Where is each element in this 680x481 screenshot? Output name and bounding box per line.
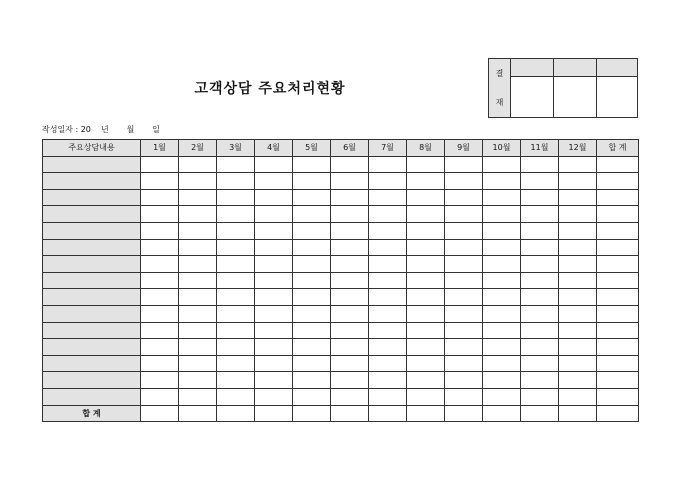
value-cell[interactable] <box>521 372 559 389</box>
header-total: 합 계 <box>597 140 639 157</box>
value-cell[interactable] <box>559 222 597 239</box>
header-month: 2월 <box>179 140 217 157</box>
value-cell[interactable] <box>597 339 639 356</box>
content-cell[interactable] <box>43 239 141 256</box>
content-cell[interactable] <box>43 289 141 306</box>
value-cell[interactable] <box>407 239 445 256</box>
value-cell[interactable] <box>597 206 639 223</box>
value-cell[interactable] <box>597 305 639 322</box>
value-cell[interactable] <box>179 239 217 256</box>
value-cell[interactable] <box>217 256 255 273</box>
value-cell[interactable] <box>369 156 407 173</box>
table-row <box>43 222 639 239</box>
table-row <box>43 289 639 306</box>
value-cell[interactable] <box>597 189 639 206</box>
value-cell[interactable] <box>141 355 179 372</box>
value-cell[interactable] <box>179 339 217 356</box>
header-month: 9월 <box>445 140 483 157</box>
header-month: 1월 <box>141 140 179 157</box>
value-cell[interactable] <box>445 305 483 322</box>
value-cell[interactable] <box>483 272 521 289</box>
value-cell[interactable] <box>407 355 445 372</box>
table-row <box>43 173 639 190</box>
table-row <box>43 305 639 322</box>
total-cell[interactable] <box>293 405 331 422</box>
value-cell[interactable] <box>331 173 369 190</box>
value-cell[interactable] <box>407 289 445 306</box>
value-cell[interactable] <box>369 206 407 223</box>
table-row <box>43 372 639 389</box>
value-cell[interactable] <box>331 372 369 389</box>
header-month: 8월 <box>407 140 445 157</box>
value-cell[interactable] <box>331 189 369 206</box>
value-cell[interactable] <box>141 272 179 289</box>
value-cell[interactable] <box>293 272 331 289</box>
content-cell[interactable] <box>43 272 141 289</box>
value-cell[interactable] <box>521 339 559 356</box>
approval-signature-cell[interactable] <box>554 77 597 118</box>
value-cell[interactable] <box>445 339 483 356</box>
value-cell[interactable] <box>255 372 293 389</box>
value-cell[interactable] <box>179 355 217 372</box>
value-cell[interactable] <box>369 239 407 256</box>
content-cell[interactable] <box>43 322 141 339</box>
value-cell[interactable] <box>141 156 179 173</box>
value-cell[interactable] <box>179 289 217 306</box>
header-month: 10월 <box>483 140 521 157</box>
table-row <box>43 272 639 289</box>
value-cell[interactable] <box>521 239 559 256</box>
table-row <box>43 256 639 273</box>
value-cell[interactable] <box>369 372 407 389</box>
value-cell[interactable] <box>331 322 369 339</box>
value-cell[interactable] <box>521 388 559 405</box>
value-cell[interactable] <box>559 173 597 190</box>
value-cell[interactable] <box>407 388 445 405</box>
value-cell[interactable] <box>179 272 217 289</box>
value-cell[interactable] <box>597 388 639 405</box>
value-cell[interactable] <box>369 339 407 356</box>
total-cell[interactable] <box>331 405 369 422</box>
value-cell[interactable] <box>217 239 255 256</box>
value-cell[interactable] <box>331 222 369 239</box>
header-month: 7월 <box>369 140 407 157</box>
value-cell[interactable] <box>179 189 217 206</box>
value-cell[interactable] <box>445 372 483 389</box>
value-cell[interactable] <box>483 355 521 372</box>
value-cell[interactable] <box>255 206 293 223</box>
value-cell[interactable] <box>331 305 369 322</box>
content-cell[interactable] <box>43 189 141 206</box>
value-cell[interactable] <box>293 206 331 223</box>
table-row <box>43 339 639 356</box>
value-cell[interactable] <box>407 272 445 289</box>
header-content: 주요상담내용 <box>43 140 141 157</box>
value-cell[interactable] <box>179 372 217 389</box>
approval-header-cell <box>511 59 554 77</box>
value-cell[interactable] <box>217 289 255 306</box>
value-cell[interactable] <box>217 355 255 372</box>
value-cell[interactable] <box>559 206 597 223</box>
approval-box <box>488 58 638 118</box>
value-cell[interactable] <box>521 322 559 339</box>
content-cell[interactable] <box>43 222 141 239</box>
value-cell[interactable] <box>521 156 559 173</box>
date-line: 작성일자 : 20 년 월 일 <box>42 125 160 134</box>
value-cell[interactable] <box>255 222 293 239</box>
value-cell[interactable] <box>141 305 179 322</box>
value-cell[interactable] <box>407 206 445 223</box>
value-cell[interactable] <box>217 272 255 289</box>
value-cell[interactable] <box>407 339 445 356</box>
value-cell[interactable] <box>217 322 255 339</box>
total-cell[interactable] <box>141 405 179 422</box>
value-cell[interactable] <box>445 222 483 239</box>
header-month: 11월 <box>521 140 559 157</box>
approval-header-cell <box>597 59 638 77</box>
value-cell[interactable] <box>255 156 293 173</box>
value-cell[interactable] <box>483 388 521 405</box>
value-cell[interactable] <box>597 372 639 389</box>
total-cell[interactable] <box>597 405 639 422</box>
value-cell[interactable] <box>445 289 483 306</box>
value-cell[interactable] <box>521 305 559 322</box>
value-cell[interactable] <box>255 173 293 190</box>
value-cell[interactable] <box>255 256 293 273</box>
value-cell[interactable] <box>445 256 483 273</box>
approval-signature-cell[interactable] <box>597 77 638 118</box>
value-cell[interactable] <box>407 173 445 190</box>
value-cell[interactable] <box>445 272 483 289</box>
value-cell[interactable] <box>331 289 369 306</box>
value-cell[interactable] <box>179 305 217 322</box>
value-cell[interactable] <box>369 189 407 206</box>
value-cell[interactable] <box>445 206 483 223</box>
value-cell[interactable] <box>597 222 639 239</box>
content-cell[interactable] <box>43 372 141 389</box>
value-cell[interactable] <box>407 322 445 339</box>
document-title: 고객상담 주요처리현황 <box>194 81 346 97</box>
value-cell[interactable] <box>445 355 483 372</box>
value-cell[interactable] <box>521 272 559 289</box>
total-cell[interactable] <box>217 405 255 422</box>
value-cell[interactable] <box>521 173 559 190</box>
value-cell[interactable] <box>217 189 255 206</box>
value-cell[interactable] <box>559 289 597 306</box>
value-cell[interactable] <box>141 189 179 206</box>
value-cell[interactable] <box>255 272 293 289</box>
value-cell[interactable] <box>483 189 521 206</box>
total-cell[interactable] <box>521 405 559 422</box>
value-cell[interactable] <box>331 156 369 173</box>
value-cell[interactable] <box>331 239 369 256</box>
value-cell[interactable] <box>369 222 407 239</box>
value-cell[interactable] <box>597 156 639 173</box>
value-cell[interactable] <box>293 189 331 206</box>
value-cell[interactable] <box>293 289 331 306</box>
value-cell[interactable] <box>369 256 407 273</box>
value-cell[interactable] <box>179 322 217 339</box>
value-cell[interactable] <box>483 305 521 322</box>
value-cell[interactable] <box>445 239 483 256</box>
value-cell[interactable] <box>331 339 369 356</box>
value-cell[interactable] <box>293 222 331 239</box>
value-cell[interactable] <box>179 256 217 273</box>
content-cell[interactable] <box>43 256 141 273</box>
value-cell[interactable] <box>141 372 179 389</box>
value-cell[interactable] <box>407 372 445 389</box>
approval-label-bottom: 재 <box>495 97 504 107</box>
value-cell[interactable] <box>559 388 597 405</box>
value-cell[interactable] <box>331 256 369 273</box>
value-cell[interactable] <box>141 222 179 239</box>
value-cell[interactable] <box>483 322 521 339</box>
header-month: 5월 <box>293 140 331 157</box>
value-cell[interactable] <box>217 305 255 322</box>
value-cell[interactable] <box>217 388 255 405</box>
total-row <box>43 405 639 422</box>
total-cell[interactable] <box>179 405 217 422</box>
value-cell[interactable] <box>293 339 331 356</box>
value-cell[interactable] <box>255 305 293 322</box>
value-cell[interactable] <box>597 239 639 256</box>
header-month: 3월 <box>217 140 255 157</box>
value-cell[interactable] <box>483 339 521 356</box>
value-cell[interactable] <box>559 256 597 273</box>
value-cell[interactable] <box>179 173 217 190</box>
header-month: 6월 <box>331 140 369 157</box>
value-cell[interactable] <box>331 388 369 405</box>
table-row <box>43 355 639 372</box>
value-cell[interactable] <box>293 355 331 372</box>
content-cell[interactable] <box>43 305 141 322</box>
value-cell[interactable] <box>407 256 445 273</box>
table-row <box>43 388 639 405</box>
value-cell[interactable] <box>141 256 179 273</box>
total-cell[interactable] <box>369 405 407 422</box>
value-cell[interactable] <box>597 355 639 372</box>
value-cell[interactable] <box>521 355 559 372</box>
value-cell[interactable] <box>559 322 597 339</box>
content-cell[interactable] <box>43 355 141 372</box>
total-cell[interactable] <box>483 405 521 422</box>
value-cell[interactable] <box>141 388 179 405</box>
value-cell[interactable] <box>255 339 293 356</box>
value-cell[interactable] <box>141 239 179 256</box>
value-cell[interactable] <box>407 222 445 239</box>
value-cell[interactable] <box>559 272 597 289</box>
value-cell[interactable] <box>141 339 179 356</box>
table-row <box>43 206 639 223</box>
content-cell[interactable] <box>43 339 141 356</box>
value-cell[interactable] <box>559 305 597 322</box>
value-cell[interactable] <box>407 156 445 173</box>
value-cell[interactable] <box>217 339 255 356</box>
value-cell[interactable] <box>179 222 217 239</box>
value-cell[interactable] <box>293 388 331 405</box>
value-cell[interactable] <box>559 339 597 356</box>
value-cell[interactable] <box>255 322 293 339</box>
value-cell[interactable] <box>141 289 179 306</box>
value-cell[interactable] <box>445 322 483 339</box>
value-cell[interactable] <box>445 173 483 190</box>
value-cell[interactable] <box>293 239 331 256</box>
approval-label-top: 결 <box>495 69 504 79</box>
table-row <box>43 189 639 206</box>
value-cell[interactable] <box>179 156 217 173</box>
value-cell[interactable] <box>559 156 597 173</box>
value-cell[interactable] <box>483 372 521 389</box>
value-cell[interactable] <box>369 289 407 306</box>
value-cell[interactable] <box>369 388 407 405</box>
value-cell[interactable] <box>597 322 639 339</box>
value-cell[interactable] <box>559 372 597 389</box>
value-cell[interactable] <box>521 222 559 239</box>
value-cell[interactable] <box>521 206 559 223</box>
value-cell[interactable] <box>331 206 369 223</box>
value-cell[interactable] <box>445 156 483 173</box>
value-cell[interactable] <box>293 256 331 273</box>
value-cell[interactable] <box>483 256 521 273</box>
value-cell[interactable] <box>255 189 293 206</box>
value-cell[interactable] <box>217 372 255 389</box>
value-cell[interactable] <box>331 355 369 372</box>
value-cell[interactable] <box>179 206 217 223</box>
value-cell[interactable] <box>293 305 331 322</box>
value-cell[interactable] <box>483 289 521 306</box>
value-cell[interactable] <box>597 173 639 190</box>
table-header-row <box>43 140 639 157</box>
table-row <box>43 239 639 256</box>
value-cell[interactable] <box>559 239 597 256</box>
value-cell[interactable] <box>293 173 331 190</box>
consultation-table <box>42 139 639 422</box>
value-cell[interactable] <box>559 189 597 206</box>
table-row <box>43 156 639 173</box>
value-cell[interactable] <box>217 173 255 190</box>
value-cell[interactable] <box>141 173 179 190</box>
value-cell[interactable] <box>483 156 521 173</box>
value-cell[interactable] <box>521 289 559 306</box>
header-month: 12월 <box>559 140 597 157</box>
value-cell[interactable] <box>179 388 217 405</box>
value-cell[interactable] <box>369 173 407 190</box>
value-cell[interactable] <box>141 322 179 339</box>
value-cell[interactable] <box>293 372 331 389</box>
value-cell[interactable] <box>521 189 559 206</box>
value-cell[interactable] <box>483 222 521 239</box>
approval-header-cell <box>554 59 597 77</box>
value-cell[interactable] <box>483 173 521 190</box>
table-row <box>43 322 639 339</box>
value-cell[interactable] <box>597 256 639 273</box>
value-cell[interactable] <box>483 206 521 223</box>
content-cell[interactable] <box>43 156 141 173</box>
value-cell[interactable] <box>369 322 407 339</box>
value-cell[interactable] <box>521 256 559 273</box>
value-cell[interactable] <box>255 289 293 306</box>
value-cell[interactable] <box>141 206 179 223</box>
approval-label <box>489 59 511 118</box>
content-cell[interactable] <box>43 388 141 405</box>
value-cell[interactable] <box>255 388 293 405</box>
value-cell[interactable] <box>597 272 639 289</box>
total-row-label: 합 계 <box>43 405 141 422</box>
value-cell[interactable] <box>597 289 639 306</box>
total-cell[interactable] <box>445 405 483 422</box>
value-cell[interactable] <box>293 156 331 173</box>
value-cell[interactable] <box>255 355 293 372</box>
value-cell[interactable] <box>407 305 445 322</box>
approval-signature-cell[interactable] <box>511 77 554 118</box>
header-month: 4월 <box>255 140 293 157</box>
value-cell[interactable] <box>217 206 255 223</box>
total-cell[interactable] <box>559 405 597 422</box>
value-cell[interactable] <box>369 272 407 289</box>
value-cell[interactable] <box>217 222 255 239</box>
value-cell[interactable] <box>369 305 407 322</box>
value-cell[interactable] <box>407 189 445 206</box>
value-cell[interactable] <box>559 355 597 372</box>
value-cell[interactable] <box>255 239 293 256</box>
content-cell[interactable] <box>43 206 141 223</box>
value-cell[interactable] <box>331 272 369 289</box>
total-cell[interactable] <box>407 405 445 422</box>
value-cell[interactable] <box>217 156 255 173</box>
content-cell[interactable] <box>43 173 141 190</box>
value-cell[interactable] <box>293 322 331 339</box>
value-cell[interactable] <box>483 239 521 256</box>
value-cell[interactable] <box>445 388 483 405</box>
total-cell[interactable] <box>255 405 293 422</box>
value-cell[interactable] <box>445 189 483 206</box>
value-cell[interactable] <box>369 355 407 372</box>
